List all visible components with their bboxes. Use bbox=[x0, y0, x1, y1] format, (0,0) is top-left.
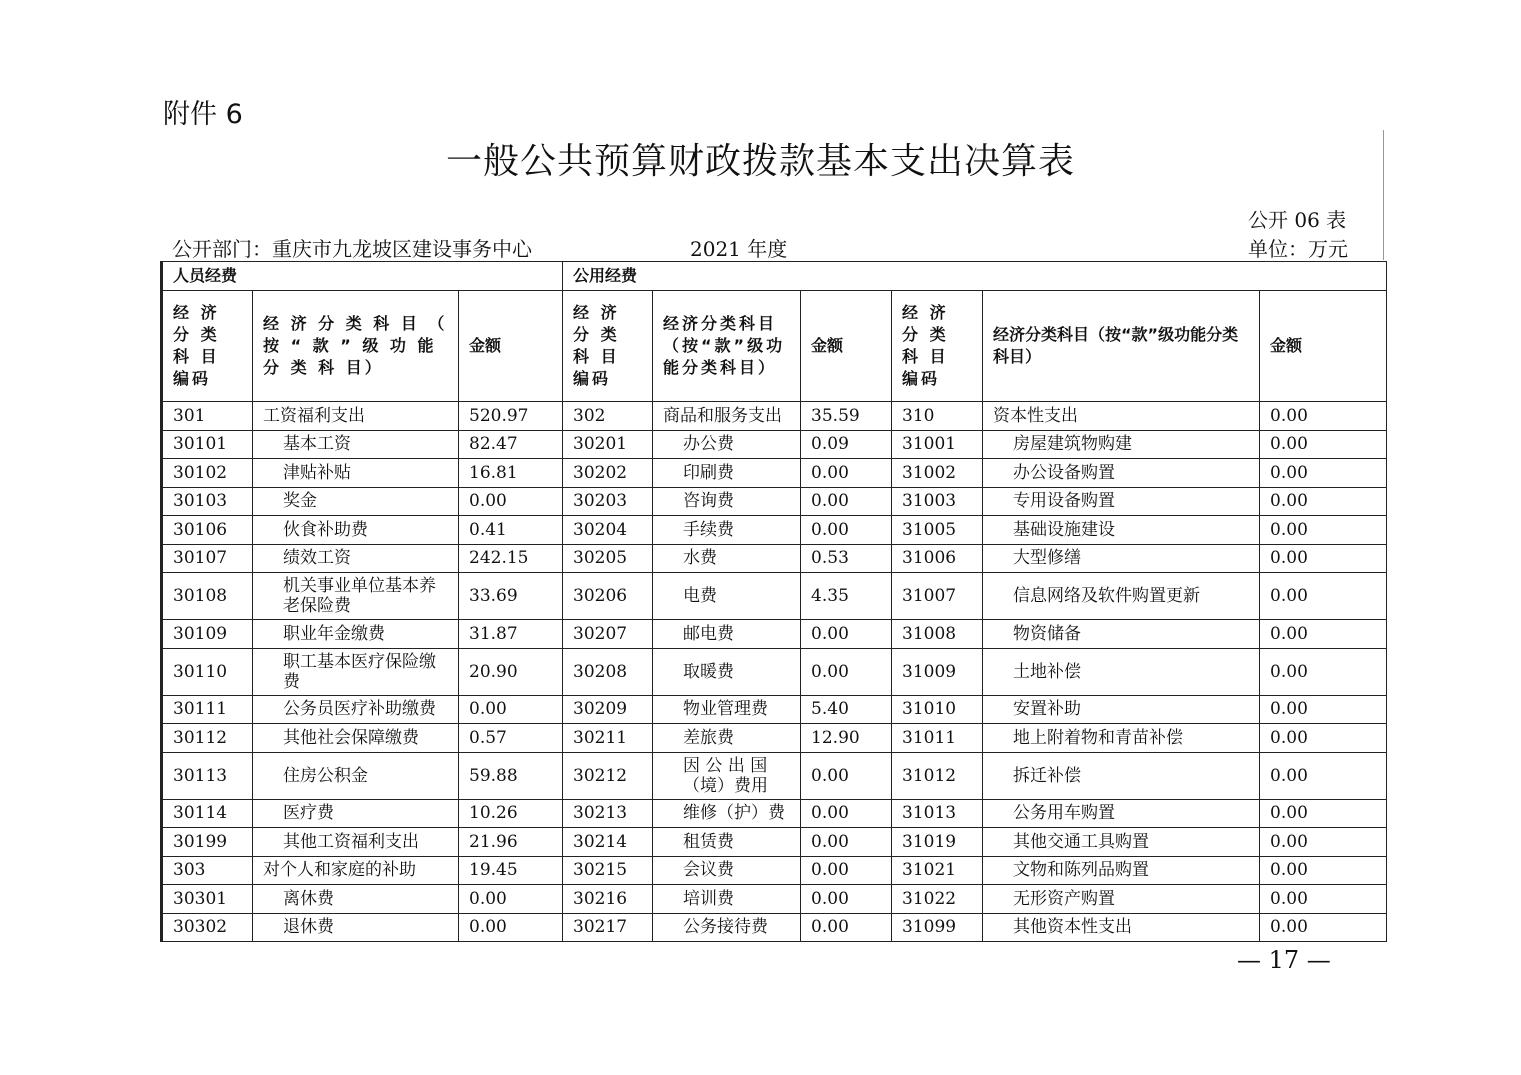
table-number: 公开 06 表 bbox=[1248, 208, 1347, 232]
amount-cell: 35.59 bbox=[801, 402, 892, 431]
item-cell: 邮电费 bbox=[653, 620, 801, 649]
code-cell: 30205 bbox=[563, 544, 653, 573]
item-cell: 离休费 bbox=[253, 885, 459, 914]
item-cell: 资本性支出 bbox=[983, 402, 1260, 431]
code-cell: 30111 bbox=[162, 695, 253, 724]
amount-cell: 520.97 bbox=[459, 402, 563, 431]
code-cell: 30109 bbox=[162, 620, 253, 649]
item-cell: 电费 bbox=[653, 573, 801, 620]
item-cell: 公务用车购置 bbox=[983, 799, 1260, 828]
amount-cell: 0.00 bbox=[1260, 799, 1387, 828]
amount-cell: 10.26 bbox=[459, 799, 563, 828]
amount-cell: 0.00 bbox=[801, 459, 892, 488]
amount-cell: 0.00 bbox=[1260, 487, 1387, 516]
code-cell: 30112 bbox=[162, 724, 253, 753]
code-cell: 30207 bbox=[563, 620, 653, 649]
table-row bbox=[162, 648, 1387, 695]
amount-cell: 33.69 bbox=[459, 573, 563, 620]
code-cell: 31019 bbox=[892, 828, 983, 857]
table-row bbox=[162, 544, 1387, 573]
item-cell: 租赁费 bbox=[653, 828, 801, 857]
amount-cell: 12.90 bbox=[801, 724, 892, 753]
code-cell: 30113 bbox=[162, 752, 253, 799]
code-cell: 30217 bbox=[563, 913, 653, 942]
header-amount-2: 金额 bbox=[801, 291, 892, 402]
item-cell: 无形资产购置 bbox=[983, 885, 1260, 914]
amount-cell: 0.00 bbox=[1260, 573, 1387, 620]
item-cell: 拆迁补偿 bbox=[983, 752, 1260, 799]
item-cell: 办公设备购置 bbox=[983, 459, 1260, 488]
amount-cell: 0.00 bbox=[801, 913, 892, 942]
amount-cell: 0.00 bbox=[459, 913, 563, 942]
code-cell: 31021 bbox=[892, 856, 983, 885]
amount-cell: 0.00 bbox=[801, 516, 892, 545]
page-title: 一般公共预算财政拨款基本支出决算表 bbox=[445, 141, 1075, 182]
amount-cell: 19.45 bbox=[459, 856, 563, 885]
table-row bbox=[162, 885, 1387, 914]
code-cell: 31002 bbox=[892, 459, 983, 488]
code-cell: 31022 bbox=[892, 885, 983, 914]
item-cell: 其他交通工具购置 bbox=[983, 828, 1260, 857]
code-cell: 30209 bbox=[563, 695, 653, 724]
item-cell: 工资福利支出 bbox=[253, 402, 459, 431]
code-cell: 30206 bbox=[563, 573, 653, 620]
item-cell: 咨询费 bbox=[653, 487, 801, 516]
code-cell: 30202 bbox=[563, 459, 653, 488]
amount-cell: 0.00 bbox=[459, 487, 563, 516]
item-cell: 公务接待费 bbox=[653, 913, 801, 942]
amount-cell: 82.47 bbox=[459, 430, 563, 459]
code-cell: 30107 bbox=[162, 544, 253, 573]
code-cell: 31003 bbox=[892, 487, 983, 516]
item-cell: 对个人和家庭的补助 bbox=[253, 856, 459, 885]
item-cell: 培训费 bbox=[653, 885, 801, 914]
table-row bbox=[162, 402, 1387, 431]
code-cell: 31009 bbox=[892, 648, 983, 695]
code-cell: 30211 bbox=[563, 724, 653, 753]
header-code-2: 经 济 分 类 科 目 编码 bbox=[563, 291, 653, 402]
amount-cell: 0.00 bbox=[1260, 620, 1387, 649]
code-cell: 31099 bbox=[892, 913, 983, 942]
amount-cell: 21.96 bbox=[459, 828, 563, 857]
amount-cell: 0.00 bbox=[1260, 430, 1387, 459]
code-cell: 30301 bbox=[162, 885, 253, 914]
amount-cell: 0.00 bbox=[459, 885, 563, 914]
item-cell: 房屋建筑物购建 bbox=[983, 430, 1260, 459]
amount-cell: 0.00 bbox=[801, 885, 892, 914]
amount-cell: 0.00 bbox=[1260, 913, 1387, 942]
amount-cell: 0.00 bbox=[1260, 856, 1387, 885]
amount-cell: 0.00 bbox=[801, 856, 892, 885]
amount-cell: 31.87 bbox=[459, 620, 563, 649]
table-row bbox=[162, 724, 1387, 753]
code-cell: 30114 bbox=[162, 799, 253, 828]
item-cell: 绩效工资 bbox=[253, 544, 459, 573]
item-cell: 手续费 bbox=[653, 516, 801, 545]
item-cell: 其他工资福利支出 bbox=[253, 828, 459, 857]
item-cell: 其他资本性支出 bbox=[983, 913, 1260, 942]
code-cell: 30199 bbox=[162, 828, 253, 857]
amount-cell: 0.00 bbox=[1260, 544, 1387, 573]
item-cell: 基础设施建设 bbox=[983, 516, 1260, 545]
code-cell: 30215 bbox=[563, 856, 653, 885]
year-label: 2021 年度 bbox=[690, 237, 788, 261]
table-row bbox=[162, 695, 1387, 724]
code-cell: 31001 bbox=[892, 430, 983, 459]
item-cell: 因 公 出 国（境）费用 bbox=[653, 752, 801, 799]
unit-label: 单位：万元 bbox=[1248, 237, 1348, 261]
item-cell: 文物和陈列品购置 bbox=[983, 856, 1260, 885]
amount-cell: 0.57 bbox=[459, 724, 563, 753]
table-row bbox=[162, 828, 1387, 857]
amount-cell: 4.35 bbox=[801, 573, 892, 620]
code-cell: 30102 bbox=[162, 459, 253, 488]
code-cell: 31012 bbox=[892, 752, 983, 799]
amount-cell: 5.40 bbox=[801, 695, 892, 724]
group-public: 公用经费 bbox=[563, 262, 1387, 291]
code-cell: 30216 bbox=[563, 885, 653, 914]
amount-cell: 0.53 bbox=[801, 544, 892, 573]
item-cell: 住房公积金 bbox=[253, 752, 459, 799]
amount-cell: 59.88 bbox=[459, 752, 563, 799]
table-row bbox=[162, 913, 1387, 942]
amount-cell: 0.00 bbox=[1260, 695, 1387, 724]
amount-cell: 0.00 bbox=[1260, 459, 1387, 488]
code-cell: 30212 bbox=[563, 752, 653, 799]
table-row bbox=[162, 516, 1387, 545]
item-cell: 奖金 bbox=[253, 487, 459, 516]
code-cell: 30110 bbox=[162, 648, 253, 695]
code-cell: 302 bbox=[563, 402, 653, 431]
header-item-2: 经济分类科目（按“款”级功能分类科目） bbox=[653, 291, 801, 402]
amount-cell: 0.00 bbox=[1260, 402, 1387, 431]
code-cell: 30213 bbox=[563, 799, 653, 828]
header-amount-3: 金额 bbox=[1260, 291, 1387, 402]
amount-cell: 242.15 bbox=[459, 544, 563, 573]
table-row bbox=[162, 487, 1387, 516]
code-cell: 310 bbox=[892, 402, 983, 431]
code-cell: 31007 bbox=[892, 573, 983, 620]
item-cell: 其他社会保障缴费 bbox=[253, 724, 459, 753]
item-cell: 职业年金缴费 bbox=[253, 620, 459, 649]
code-cell: 30201 bbox=[563, 430, 653, 459]
header-code-3: 经 济 分 类 科 目 编码 bbox=[892, 291, 983, 402]
table-row bbox=[162, 856, 1387, 885]
item-cell: 安置补助 bbox=[983, 695, 1260, 724]
item-cell: 物业管理费 bbox=[653, 695, 801, 724]
code-cell: 31008 bbox=[892, 620, 983, 649]
table-row bbox=[162, 459, 1387, 488]
table-row bbox=[162, 573, 1387, 620]
item-cell: 伙食补助费 bbox=[253, 516, 459, 545]
code-cell: 301 bbox=[162, 402, 253, 431]
code-cell: 30103 bbox=[162, 487, 253, 516]
table-row bbox=[162, 799, 1387, 828]
expenditure-table bbox=[160, 261, 1387, 942]
amount-cell: 0.09 bbox=[801, 430, 892, 459]
table-row bbox=[162, 620, 1387, 649]
header-item-1: 经 济 分 类 科 目 （ 按 “ 款 ” 级 功 能 分 类 科 目） bbox=[253, 291, 459, 402]
item-cell: 退休费 bbox=[253, 913, 459, 942]
item-cell: 地上附着物和青苗补偿 bbox=[983, 724, 1260, 753]
amount-cell: 0.41 bbox=[459, 516, 563, 545]
item-cell: 维修（护）费 bbox=[653, 799, 801, 828]
item-cell: 津贴补贴 bbox=[253, 459, 459, 488]
code-cell: 30203 bbox=[563, 487, 653, 516]
item-cell: 基本工资 bbox=[253, 430, 459, 459]
amount-cell: 16.81 bbox=[459, 459, 563, 488]
amount-cell: 0.00 bbox=[801, 828, 892, 857]
department-label: 公开部门：重庆市九龙坡区建设事务中心 bbox=[172, 237, 532, 261]
group-header-row bbox=[162, 262, 1387, 291]
table-row bbox=[162, 430, 1387, 459]
code-cell: 30204 bbox=[563, 516, 653, 545]
margin-rule bbox=[1383, 130, 1384, 260]
item-cell: 商品和服务支出 bbox=[653, 402, 801, 431]
code-cell: 31006 bbox=[892, 544, 983, 573]
item-cell: 物资储备 bbox=[983, 620, 1260, 649]
attachment-label: 附件 6 bbox=[163, 99, 243, 130]
item-cell: 会议费 bbox=[653, 856, 801, 885]
item-cell: 水费 bbox=[653, 544, 801, 573]
item-cell: 机关事业单位基本养老保险费 bbox=[253, 573, 459, 620]
amount-cell: 0.00 bbox=[1260, 828, 1387, 857]
item-cell: 专用设备购置 bbox=[983, 487, 1260, 516]
amount-cell: 0.00 bbox=[801, 648, 892, 695]
column-header-row bbox=[162, 291, 1387, 402]
code-cell: 303 bbox=[162, 856, 253, 885]
header-code-1: 经 济 分 类 科 目 编码 bbox=[162, 291, 253, 402]
group-personnel: 人员经费 bbox=[162, 262, 563, 291]
amount-cell: 0.00 bbox=[1260, 724, 1387, 753]
amount-cell: 0.00 bbox=[1260, 885, 1387, 914]
code-cell: 30302 bbox=[162, 913, 253, 942]
amount-cell: 20.90 bbox=[459, 648, 563, 695]
header-item-3: 经济分类科目（按“款”级功能分类科目） bbox=[983, 291, 1260, 402]
item-cell: 信息网络及软件购置更新 bbox=[983, 573, 1260, 620]
amount-cell: 0.00 bbox=[1260, 752, 1387, 799]
code-cell: 30106 bbox=[162, 516, 253, 545]
code-cell: 31005 bbox=[892, 516, 983, 545]
item-cell: 印刷费 bbox=[653, 459, 801, 488]
item-cell: 公务员医疗补助缴费 bbox=[253, 695, 459, 724]
item-cell: 土地补偿 bbox=[983, 648, 1260, 695]
item-cell: 医疗费 bbox=[253, 799, 459, 828]
item-cell: 办公费 bbox=[653, 430, 801, 459]
code-cell: 31013 bbox=[892, 799, 983, 828]
table-row bbox=[162, 752, 1387, 799]
amount-cell: 0.00 bbox=[801, 799, 892, 828]
item-cell: 差旅费 bbox=[653, 724, 801, 753]
code-cell: 30101 bbox=[162, 430, 253, 459]
item-cell: 取暖费 bbox=[653, 648, 801, 695]
code-cell: 31010 bbox=[892, 695, 983, 724]
amount-cell: 0.00 bbox=[801, 620, 892, 649]
item-cell: 大型修缮 bbox=[983, 544, 1260, 573]
header-amount-1: 金额 bbox=[459, 291, 563, 402]
code-cell: 30208 bbox=[563, 648, 653, 695]
amount-cell: 0.00 bbox=[1260, 648, 1387, 695]
amount-cell: 0.00 bbox=[801, 487, 892, 516]
code-cell: 31011 bbox=[892, 724, 983, 753]
amount-cell: 0.00 bbox=[459, 695, 563, 724]
page-number: — 17 — bbox=[1237, 946, 1331, 974]
amount-cell: 0.00 bbox=[1260, 516, 1387, 545]
item-cell: 职工基本医疗保险缴费 bbox=[253, 648, 459, 695]
code-cell: 30108 bbox=[162, 573, 253, 620]
amount-cell: 0.00 bbox=[801, 752, 892, 799]
code-cell: 30214 bbox=[563, 828, 653, 857]
